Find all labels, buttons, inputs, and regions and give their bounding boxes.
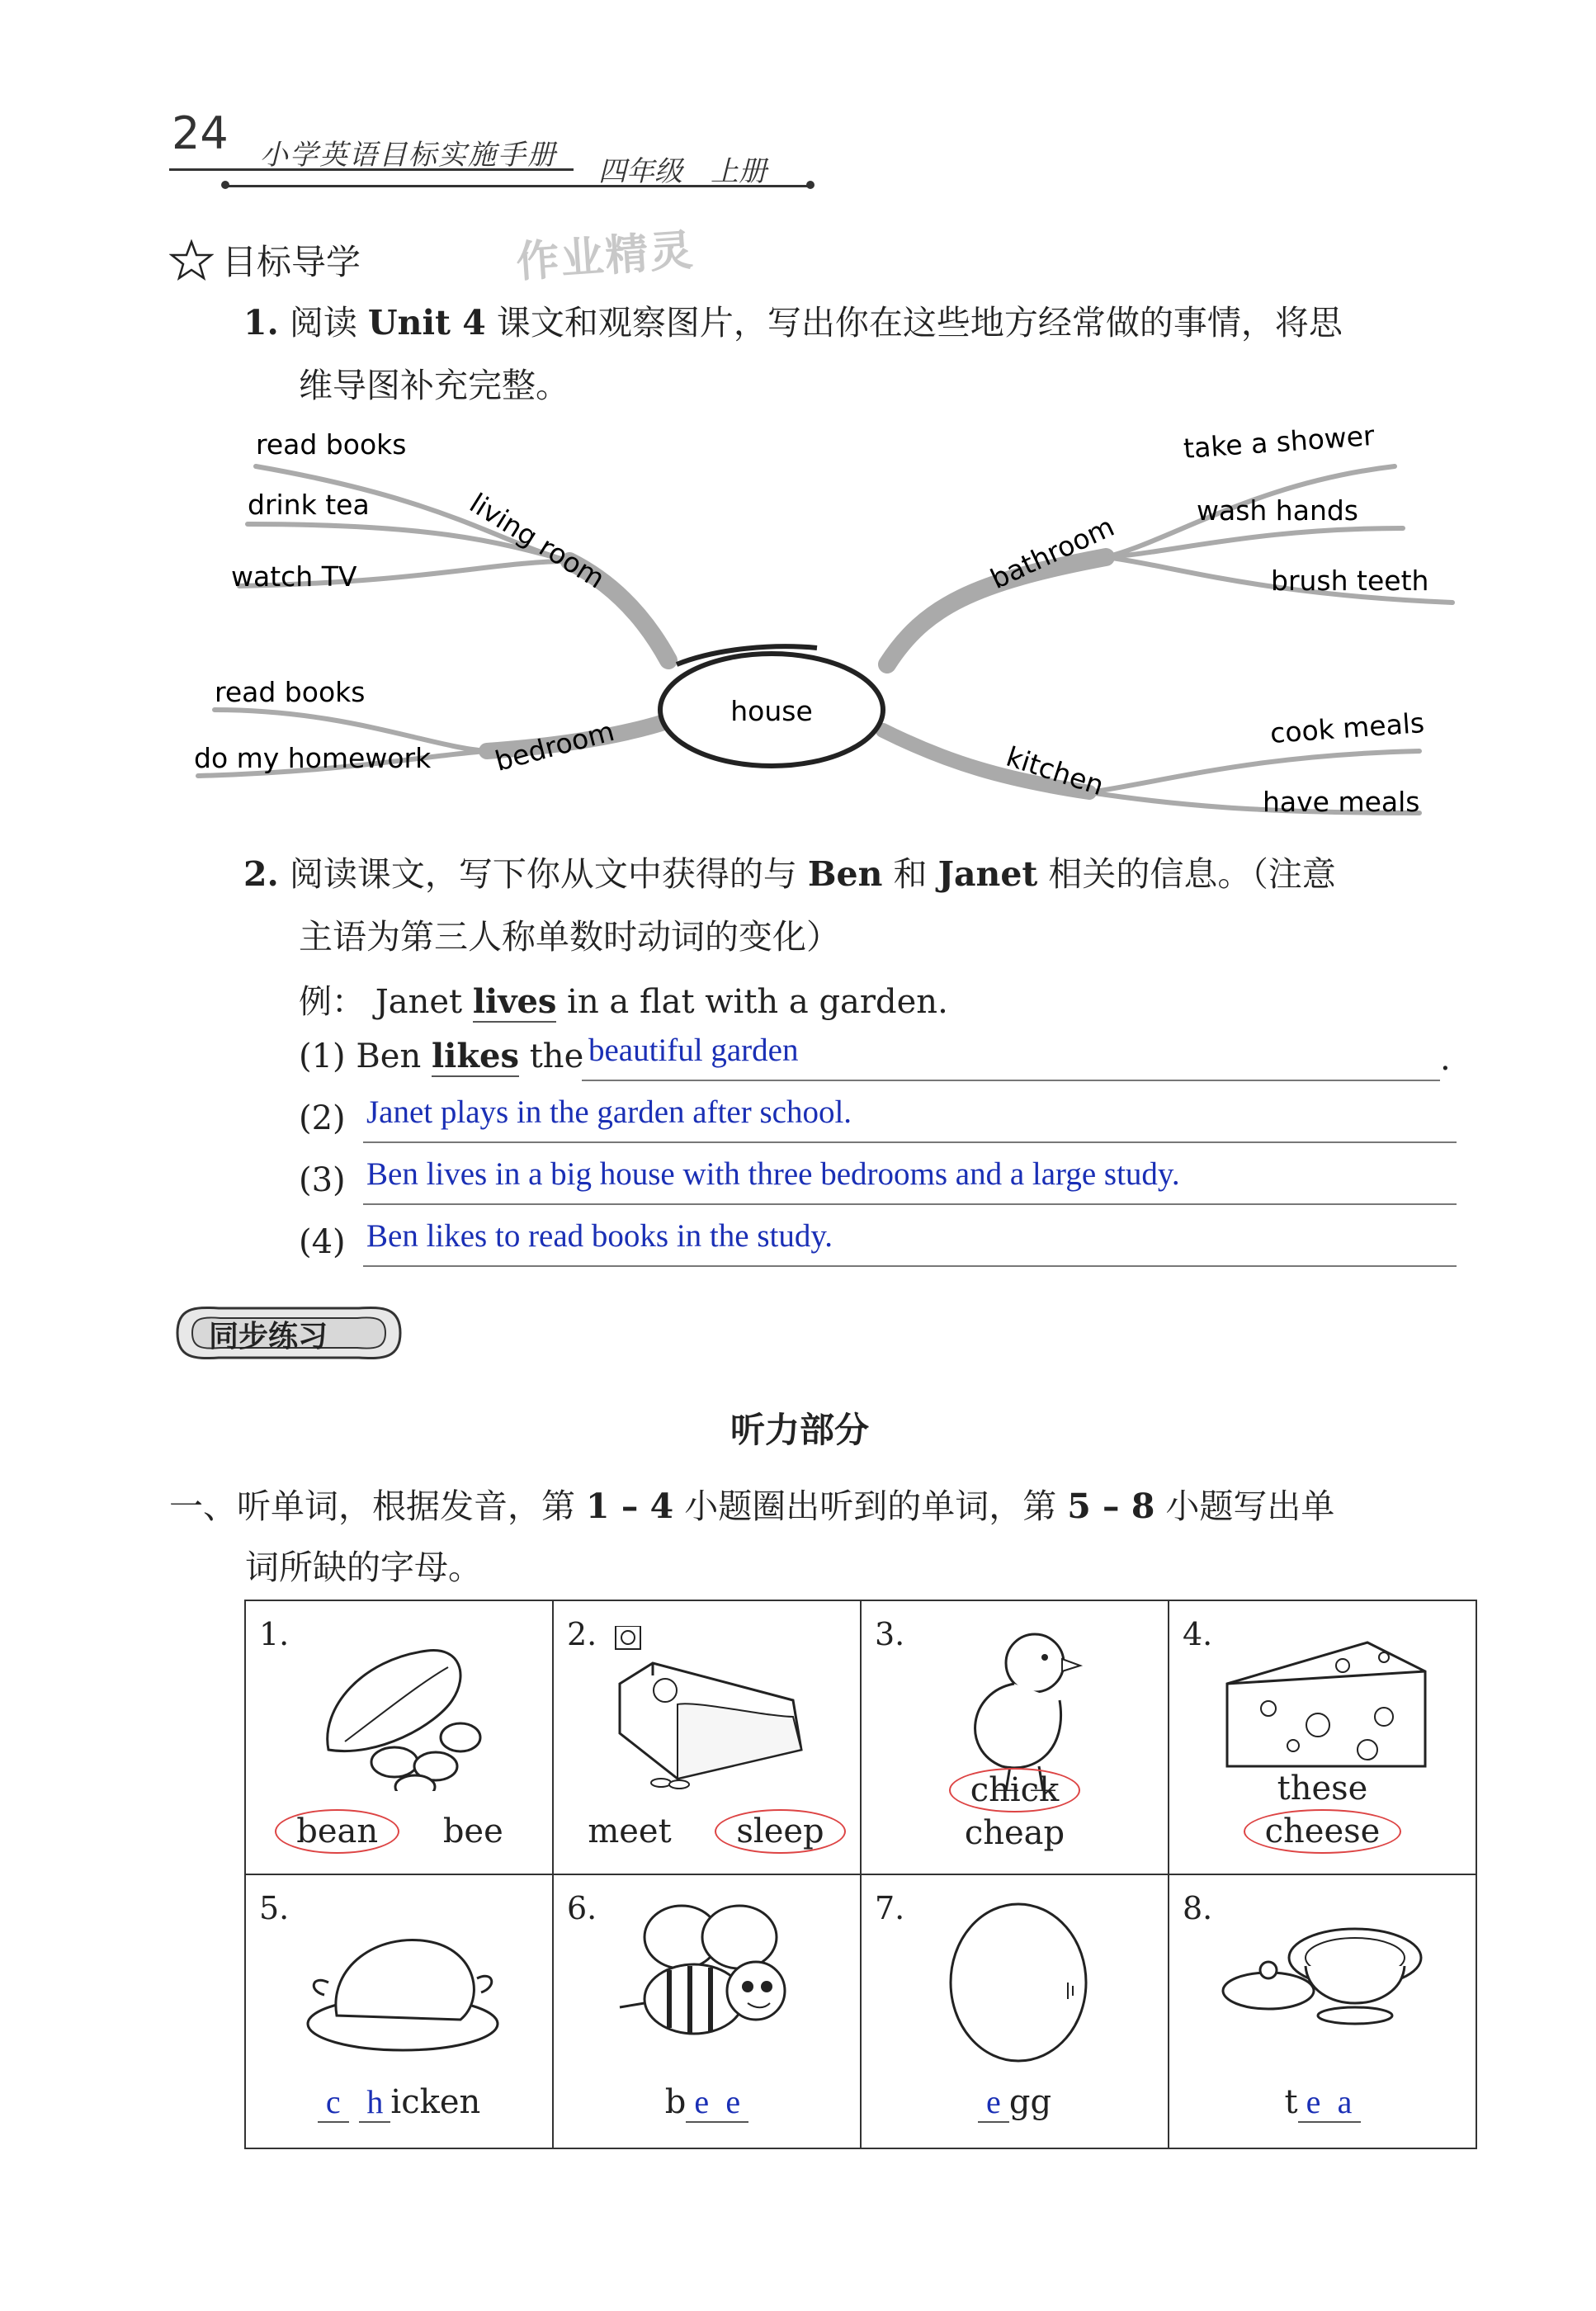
word-choices bbox=[246, 1809, 552, 1854]
answer-blank-3[interactable]: Ben lives in a big house with three bedrooms and a large study. bbox=[363, 1156, 1457, 1205]
answer-num-2: (2) bbox=[299, 1099, 346, 1137]
exercise-cell: 4. these cheese bbox=[1169, 1600, 1476, 1874]
letter-blank[interactable]: a bbox=[1329, 2082, 1361, 2123]
egg-picture bbox=[911, 1900, 1126, 2065]
listening-instruction-line2: 词所缺的字母。 bbox=[245, 1548, 482, 1587]
fill-in-word: b e e bbox=[554, 2082, 860, 2123]
exercise-cell: 5. c h icken bbox=[245, 1874, 553, 2148]
q2-text-line2: 主语为第三人称单数时动词的变化） bbox=[299, 917, 840, 957]
activity-label: take a shower bbox=[1182, 418, 1376, 465]
book-title: 小学英语目标实施手册 bbox=[260, 139, 557, 172]
fill-in-word: t e a bbox=[1169, 2082, 1476, 2123]
room-label: bedroom bbox=[491, 714, 618, 777]
letter-blank[interactable]: e bbox=[978, 2082, 1009, 2123]
exercise-cell: 1. bean bee bbox=[245, 1600, 553, 1874]
word-option[interactable]: bee bbox=[442, 1812, 503, 1850]
word-choices bbox=[862, 1768, 1168, 1854]
room-label: living room bbox=[464, 486, 611, 595]
fill-in-word: e gg bbox=[862, 2082, 1168, 2123]
answer-line-1: (1) Ben likes the bbox=[299, 1037, 584, 1075]
center-label: house bbox=[730, 695, 813, 727]
activity-label: drink tea bbox=[248, 489, 370, 521]
fill-in-word: c h icken bbox=[246, 2082, 552, 2123]
letter-blank[interactable]: e bbox=[686, 2082, 717, 2123]
bed-picture bbox=[603, 1626, 818, 1791]
q1-text-line2: 维导图补充完整。 bbox=[299, 366, 569, 405]
section-heading: 目标导学 bbox=[169, 235, 361, 285]
activity-label: cook meals bbox=[1268, 707, 1426, 749]
example-line: 例： Janet lives in a flat with a garden. bbox=[299, 982, 948, 1021]
watermark: 作业精灵 bbox=[514, 225, 696, 288]
exercise-cell: 8. t e a bbox=[1169, 1874, 1476, 2148]
word-option[interactable]: these bbox=[1277, 1770, 1368, 1808]
word-choices bbox=[1169, 1768, 1476, 1854]
activity-label: watch TV bbox=[231, 560, 357, 593]
answer-blank-2[interactable]: Janet plays in the garden after school. bbox=[363, 1094, 1457, 1143]
letter-blank[interactable]: e bbox=[717, 2082, 748, 2123]
answer-num-4: (4) bbox=[299, 1223, 346, 1261]
tea-cup-picture bbox=[1219, 1900, 1433, 2065]
exercise-grid bbox=[244, 1600, 1477, 2149]
beans-picture bbox=[295, 1626, 510, 1791]
word-option-circled[interactable]: chick bbox=[949, 1768, 1081, 1812]
header-rule bbox=[223, 185, 809, 187]
word-option-circled[interactable]: sleep bbox=[715, 1809, 845, 1854]
rule-dot bbox=[806, 181, 815, 189]
listening-instruction: 一、听单词，根据发音，第 1 – 4 小题圈出听到的单词，第 5 – 8 小题写出单 bbox=[169, 1486, 1335, 1526]
activity-label: do my homework bbox=[194, 742, 432, 774]
answer-num-3: (3) bbox=[299, 1161, 346, 1199]
bee-picture bbox=[603, 1900, 818, 2065]
practice-badge: 同步练习 bbox=[169, 1300, 408, 1366]
answer-blank-1[interactable]: beautiful garden bbox=[582, 1032, 1440, 1081]
mind-map bbox=[182, 417, 1469, 846]
word-option[interactable]: cheap bbox=[964, 1814, 1065, 1852]
cheese-picture bbox=[1219, 1626, 1433, 1791]
activity-label: wash hands bbox=[1197, 494, 1359, 527]
answer-suffix: . bbox=[1440, 1040, 1451, 1078]
star-icon bbox=[169, 239, 214, 281]
activity-label: brush teeth bbox=[1271, 565, 1429, 597]
word-option[interactable]: meet bbox=[588, 1812, 672, 1850]
exercise-cell: 3. chick cheap bbox=[861, 1600, 1169, 1874]
page-number: 24 bbox=[172, 107, 229, 159]
letter-blank[interactable]: h bbox=[359, 2082, 390, 2123]
listening-section-title: 听力部分 bbox=[730, 1410, 870, 1450]
word-option-circled[interactable]: bean bbox=[275, 1809, 399, 1854]
exercise-cell: 6. b e e bbox=[553, 1874, 861, 2148]
grade-label: 四年级 上册 bbox=[598, 155, 767, 188]
chick-picture bbox=[911, 1626, 1126, 1791]
header-rule bbox=[169, 168, 574, 171]
activity-label: have meals bbox=[1263, 786, 1420, 818]
q2-text: 2. 阅读课文，写下你从文中获得的与 Ben 和 Janet 相关的信息。（注意 bbox=[243, 854, 1336, 894]
activity-label: read books bbox=[215, 676, 366, 708]
room-label: kitchen bbox=[1002, 740, 1108, 802]
letter-blank[interactable]: e bbox=[1298, 2082, 1329, 2123]
rule-dot bbox=[221, 181, 229, 189]
word-choices bbox=[554, 1809, 860, 1854]
room-label: bathroom bbox=[985, 510, 1120, 596]
exercise-cell: 7. e gg bbox=[861, 1874, 1169, 2148]
q1-text: 1. 阅读 Unit 4 课文和观察图片，写出你在这些地方经常做的事情，将思 bbox=[243, 303, 1343, 343]
roast-chicken-picture bbox=[295, 1900, 510, 2065]
answer-blank-4[interactable]: Ben likes to read books in the study. bbox=[363, 1217, 1457, 1267]
letter-blank[interactable]: c bbox=[318, 2082, 349, 2123]
exercise-cell: 2. meet sleep bbox=[553, 1600, 861, 1874]
word-option-circled[interactable]: cheese bbox=[1244, 1809, 1402, 1854]
activity-label: read books bbox=[256, 428, 407, 461]
